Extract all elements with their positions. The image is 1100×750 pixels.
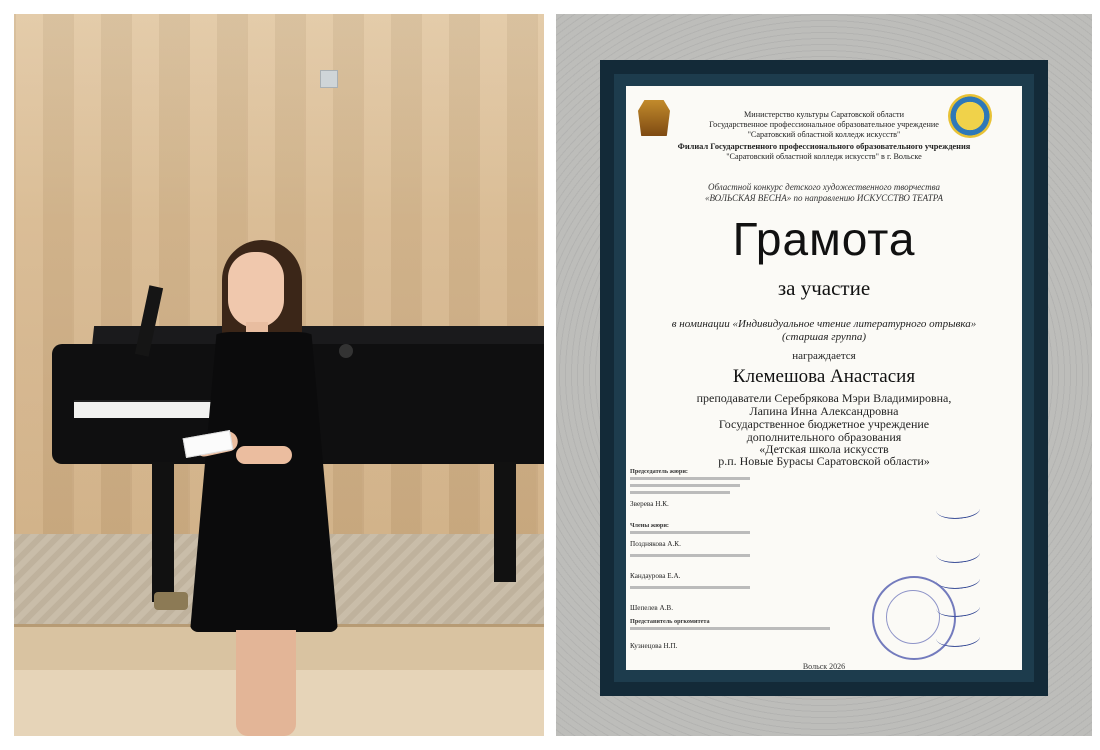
jury-chair-heading: Председатель жюри: [630,468,688,475]
org-committee-name: Кузнецова Н.П. [630,642,678,650]
header-line: "Саратовский областной колледж искусств" в г. Вольске [726,152,922,161]
awarded-label: награждается [792,350,856,362]
performer-face [228,252,284,328]
nomination-line: в номинации «Индивидуальное чтение литературного отрывка» [671,318,977,330]
certificate-subtitle: за участие [777,276,871,300]
jury-chair-name: Зверева Н.К. [630,500,669,508]
place-year: Вольск 2026 [802,662,846,671]
nomination-line: (старшая группа) [782,331,866,343]
contest-line: Областной конкурс детского художественного творчества [707,182,941,192]
jury-members-heading: Члены жюри: [630,522,669,529]
piano-leg [494,462,516,582]
jury-member-name: Кандаурова Е.А. [630,572,681,580]
contest-line: «ВОЛЬСКАЯ ВЕСНА» по направлению ИСКУССТВО ТЕАТРА [705,193,943,203]
jury-member-name: Позднякова А.К. [630,540,681,548]
body-line: Лапина Инна Александровна [749,404,899,418]
header-line: Министерство культуры Саратовской области [744,110,904,119]
body-line: р.п. Новые Бурасы Саратовской области» [718,454,930,468]
header-line: Филиал Государственного профессионального образовательного учреждения [677,142,971,151]
performance-photo [14,14,544,736]
body-line: Государственное бюджетное учреждение [718,417,930,431]
jury-member-name: Шепелев А.В. [630,604,674,612]
header-line: "Саратовский областной колледж искусств" [747,130,901,139]
body-line: дополнительного образования [746,430,902,444]
piano-leg [152,462,174,602]
recipient-name: Клемешова Анастасия [732,366,916,387]
microphone [339,344,353,358]
certificate [556,14,1092,736]
header-line: Государственное профессиональное образовательное учреждение [709,120,939,129]
certificate-title: Грамота [732,213,916,265]
wall-switch [320,70,338,88]
body-line: «Детская школа искусств [759,442,889,456]
org-committee-heading: Представитель оргкомитета [630,618,710,625]
body-line: преподаватели Серебрякова Мэри Владимировна, [696,391,952,405]
piano-pedal [154,592,188,610]
